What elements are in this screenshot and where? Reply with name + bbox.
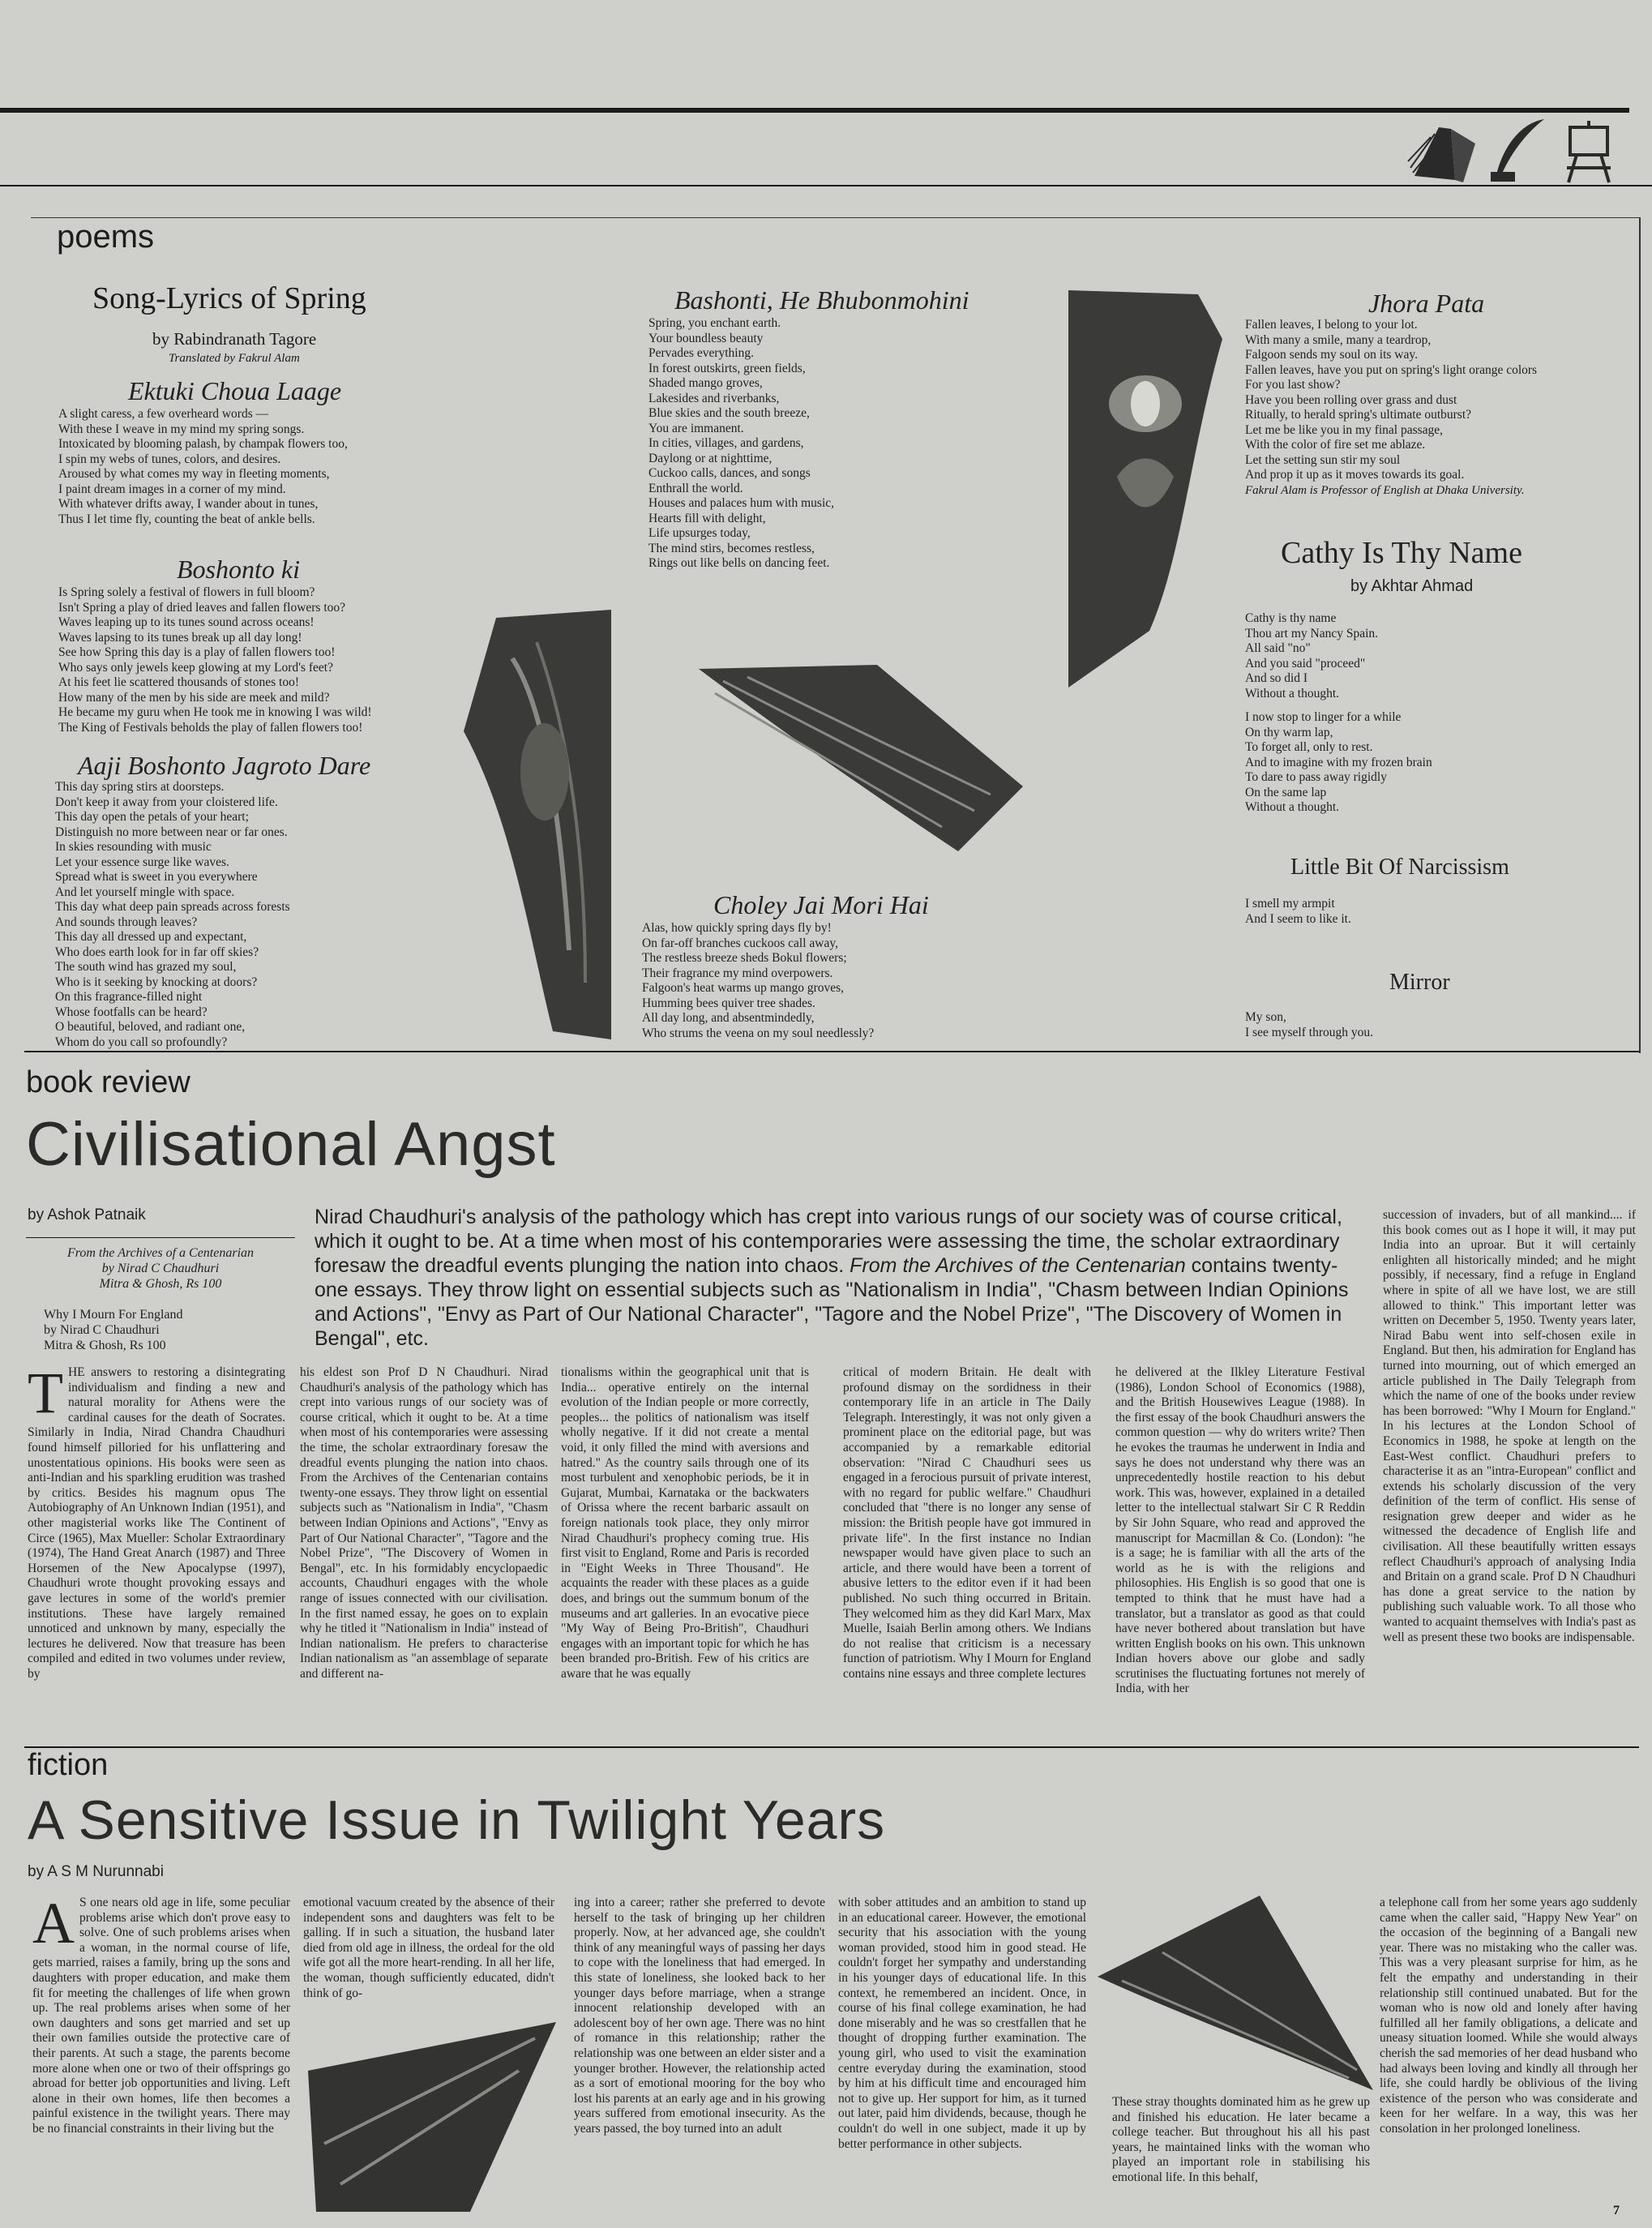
fiction-dropcap: A [32, 1896, 75, 1956]
easel-icon [1560, 119, 1617, 184]
mirror-title: Mirror [1389, 970, 1450, 995]
mirror-text: My son, I see myself through you. [1245, 1010, 1373, 1039]
fiction-headline: A Sensitive Issue in Twilight Years [28, 1789, 886, 1851]
fiction-section-label: fiction [28, 1748, 109, 1782]
review-column-1 [28, 1365, 285, 1746]
fiction-byline: by A S M Nurunnabi [28, 1863, 164, 1880]
narcissism-title: Little Bit Of Narcissism [1290, 855, 1509, 880]
fiction-art-left-image [308, 2022, 556, 2212]
poems-section-label: poems [57, 219, 155, 255]
cathy-author: by Akhtar Ahmad [1350, 577, 1474, 595]
aaji-text: This day spring stirs at doorsteps. Don't keep it away from your cloistered life. This day open the petals of your heart; Distinguish no more between near or far ones. In skies resounding with music Let your essence surge like waves. Spread what is sweet in you everywhere And let yourself mingle with space. This day what deep pain spreads across forests And sounds through leaves? This day all dressed up and expectant, Who does earth look for in far off skies? The south wind has grazed my soul, Who is it seeking by knocking at doors? On this fragrance-filled night Whose footfalls can be heard? O beautiful, beloved, and radiant one, Whom do you call so profoundly? [55, 780, 290, 1049]
review-byline-rule [26, 1237, 295, 1238]
review-book2-details: Why I Mourn For England by Nirad C Chaudhuri Mitra & Ghosh, Rs 100 [44, 1308, 183, 1352]
review-lead-italic: From the Archives of the Centenarian [850, 1254, 1186, 1277]
fiction-col1-text: S one nears old age in life, some peculiar problems arise which don't prove easy to solve. One of such problems arises when a woman, in the normal course of life, gets married, raises a family, bring up the sons and daughters with proper education, and make them fit for meeting the challenges of life when grown up. The real problems arises when some of her own daughters and sons get married and set up their own families outside the protective care of their parents. At such a stage, the parents become more alone when one or two of their offsprings go abroad for better job opportunities and living. Left alone in their own homes, life then becomes a painful existence in the twilight years. There may be no financial constraints in their living but the [32, 1896, 290, 2136]
header-icons [1406, 115, 1633, 184]
quill-pen-icon [1487, 115, 1552, 184]
woodcut-art-right-image [1068, 290, 1222, 688]
woodcut-art-left-image [447, 610, 611, 1039]
fiction-column-5: These stray thoughts dominated him as he grew up and finished his education. He later became a college teacher. But throughout his all his past years, he maintained links with the woman who played an important role in stabilising his emotional life. In this behalf, [1112, 2095, 1370, 2184]
header-rule-bottom [0, 185, 1652, 186]
poems-bottom-rule [24, 1051, 1639, 1052]
cathy-text-stanza-1: Cathy is thy name Thou art my Nancy Spain. All said "no" And you said "proceed" And so did I Without a thought. [1245, 611, 1379, 701]
review-lead-paragraph [315, 1205, 1362, 1351]
review-col1-text: HE answers to restoring a disintegrating individualism and finding a new and natural morality for Athens were the cardinal causes for the death of Socrates. Similarly in India, Nirad Chandra Chaudhuri found himself pilloried for his unflattering and unostentatious opinions. His books were seen as anti-Indian and his sparkling erudition was trashed by critics. Besides his magnum opus The Autobiography of An Unknown Indian (1951), and other magisterial works like The Continent of Circe (1965), Max Mueller: Scholar Extraordinary (1974), The Hand Great Anarch (1987) and Three Horsemen of the New Apocalypse (1997), Chaudhuri wrote thought provoking essays and gave lectures in some of the world's premier institutions. These have largely remained unnoticed and unknown by many, especially the lectures he delivered. Now that treasure has been compiled and edited in two volumes under review, by [28, 1365, 285, 1681]
page-number: 7 [1613, 2204, 1620, 2217]
open-book-icon [1406, 119, 1487, 184]
review-column-5: he delivered at the Ilkley Literature Festival (1986), London School of Economics (1988), and the British Housewives League (1988). In the first essay of the book Chaudhuri answers the common question — why do writers write? Then he evokes the traumas he underwent in India and says he does not understand why there was an unprecedentedly hostile reaction to his debut work. This was, however, explained in a detailed letter to the intellectual stalwart Sir C R Reddin by Sir John Square, who read and approved the manuscript for Macmillan & Co. (London): "he is a sage; he is familiar with all the arts of the world as he is with the religions and philosophies. His English is so good that one is tempted to think that he must have had a translator, but a translator as good as that could have never bothered about translation but have written English books on his own. This unknown Indian hovers above our globe and sadly scrutinises the fluctuating fortunes not merely of India, with her [1115, 1365, 1365, 1696]
jhora-translator-note: Fakrul Alam is Professor of English at Dhaka University. [1245, 484, 1525, 497]
aaji-title: Aaji Boshonto Jagroto Dare [78, 751, 371, 780]
fiction-art-right-image [1098, 1896, 1373, 2090]
cathy-title: Cathy Is Thy Name [1281, 536, 1522, 570]
ektuki-title: Ektuki Choua Laage [128, 376, 342, 405]
bashonti-text: Spring, you enchant earth. Your boundless beauty Pervades everything. In forest outskirts, green fields, Shaded mango groves, Lakesides and riverbanks, Blue skies and the south breeze, You are immanent. In cities, villages, and gardens, Daylong or at nighttime, Cuckoo calls, dances, and songs Enthrall the world. Houses and palaces hum with music, Hearts fill with delight, Life upsurges today, The mind stirs, becomes restless, Rings out like bells on dancing feet. [648, 316, 835, 570]
review-byline: by Ashok Patnaik [28, 1206, 146, 1223]
review-bottom-rule [24, 1746, 1639, 1748]
review-lead-text-b: contains twenty-one essays. They throw light on essential subjects such as "Nationalism in India", "Chasm between Indian Opinions and Actions", "Envy as Part of Our National Character", "Tagore and the Nobel Prize", "The Discovery of Women in Bengal", etc. [315, 1254, 1349, 1350]
ektuki-text: A slight caress, a few overheard words — With these I weave in my mind my spring songs. Intoxicated by blooming palash, by champak flowers too, I spin my webs of tunes, colors, and desires. Aroused by what comes my way in fleeting moments, I paint dream images in a corner of my mind. With whatever drifts away, I wander about in tunes, Thus I let time fly, counting the beat of ankle bells. [58, 407, 348, 526]
header-rule-top [0, 108, 1629, 113]
review-column-6: succession of invaders, but of all mankind.... if this book comes out as I hope it will, it may put India into an uproar. But it will certainly enlighten all historically minded; and he might possibly, if necessary, find a refuge in England where in spite of all we have lost, we are still allowed to think." This important letter was written on December 5, 1950. Twenty years later, Nirad Babu went into self-chosen exile in England. But then, his admiration for England has turned into mourning, out of which emerged an article published in The Daily Telegraph from which the name of one of the books under review has been borrowed: "Why I Mourn for England." In his lectures at the London School of Economics in 1988, he spoke at length on the East-West conflict. Chaudhuri prefers to characterise it as an "intra-European" conflict and extends his scholarly discussion of the very definition of the term of conflict. His sense of resignation grew deeper and wider as he witnessed the decadence of English life and civilisation. All these beautifully written essays reflect Chaudhuri's approach of analysing India and Britain on a grand scale. Prof D N Chaudhuri has done a great service to the nation by publishing such valuable work. To all those who wanted to acquaint themselves with India's past as well as present these two books are indispensable. [1383, 1208, 1636, 1644]
boshonto-title: Boshonto ki [177, 555, 300, 584]
song-lyrics-translator: Translated by Fakrul Alam [169, 352, 300, 365]
review-book1-details: From the Archives of a Centenarian by Nirad C Chaudhuri Mitra & Ghosh, Rs 100 [66, 1246, 255, 1291]
review-dropcap: T [28, 1365, 63, 1425]
review-column-2: his eldest son Prof D N Chaudhuri. Nirad Chaudhuri's analysis of the pathology which has crept into various rungs of our society was of course critical, which it ought to be. At a time when most of his contemporaries were assessing the time, the scholar extraordinary foresaw the dreadful events plunging the nation into chaos. From the Archives of the Centenarian contains twenty-one essays. They throw light on essential subjects such as "Nationalism in India", "Chasm between Indian Opinions and Actions", "Envy as Part of Our National Character", "Tagore and the Nobel Prize", "The Discovery of Women in Bengal", etc. In his formidably encyclopaedic accounts, Chaudhuri engages with the whole range of issues connected with our civilisation. In the first named essay, he goes on to explain why he titled it "Nationalism in India" instead of Indian nationalism. He prefers to characterise Indian nationalism as "an assemblage of separate and different na- [300, 1365, 548, 1681]
bashonti-title: Bashonti, He Bhubonmohini [674, 285, 969, 315]
choley-text: Alas, how quickly spring days fly by! On far-off branches cuckoos call away, The restless breeze sheds Bokul flowers; Their fragrance my mind overpowers. Falgoon's heat warms up mango groves, Humming bees quiver tree shades. All day long, and absentmindedly, Who strums the veena on my soul needlessly? [642, 921, 875, 1040]
review-lead-text-a: Nirad Chaudhuri's analysis of the pathology which has crept into various rungs of our society was of course critical, which it ought to be. At a time when most of his contemporaries were assessing the time, the scholar extraordinary foresaw the dreadful events plunging the nation into chaos. [315, 1206, 1342, 1277]
jhora-text: Fallen leaves, I belong to your lot. With many a smile, many a teardrop, Falgoon sends my soul on its way. Fallen leaves, have you put on spring's light orange colors For you last show? Have you been rolling over grass and dust Ritually, to herald spring's ultimate outburst? Let me be like you in my final passage, With the color of fire set me ablaze. Let the setting sun stir my soul And prop it up as it moves towards its goal. [1245, 318, 1538, 482]
jhora-title: Jhora Pata [1368, 289, 1485, 318]
fiction-column-2: emotional vacuum created by the absence of their independent sons and daughters was felt to be galling. If in such a situation, the husband later died from old age in illness, the ordeal for the old wife got all the more heart-rending. In all her life, the woman, though sufficiently educated, didn't think of go- [303, 1896, 554, 2000]
review-column-3: tionalisms within the geographical unit that is India... operative entirely on the internal evolution of the Indian people or more correctly, peoples... the politics of nationalism was itself wholly negative. If it did not create a mental void, it only filled the mind with aversions and hatred." As the country sails through one of its most turbulent and xenophobic periods, be it in Gujarat, Mumbai, Karnataka or the backwaters of Orissa where the recent barbaric assault on foreign nationals took place, they only mirror Nirad Chaudhuri's prophecy coming true. His first visit to England, Rome and Paris is recorded in "Eight Weeks in Three Thousand". He acquaints the reader with these places as a guide does, and brings out the summum bonum of the museums and art galleries. In an evocative piece "My Way of Being Pro-British", Chaudhuri engages with an important topic for which he has been branded pro-British. Few of his critics are aware that he was equally [561, 1365, 809, 1681]
woodcut-art-center-image [699, 665, 1023, 851]
song-lyrics-author: by Rabindranath Tagore [152, 329, 317, 349]
song-lyrics-title: Song-Lyrics of Spring [92, 281, 366, 315]
fiction-column-3: ing into a career; rather she preferred to devote herself to the task of bringing up her children properly. Now, at her advanced age, she couldn't think of any meaningful ways of passing her days to cope with the loneliness that had emerged. In this state of loneliness, she looked back to her younger days before marriage, when a strange innocent relationship developed with an adolescent boy of her own age. There was no hint of romance in this relationship; rather the relationship was one between an elder sister and a younger brother. However, the relationship acted as a sort of emotional mooring for the boy who lost his parents at an early age and in his growing years suffered from emotional insecurity. As the years passed, the boy turned into an adult [574, 1896, 825, 2136]
boshonto-text: Is Spring solely a festival of flowers in full bloom? Isn't Spring a play of dried leaves and fallen flowers too? Waves leaping up to its tunes sound across oceans! Waves lapsing to its tunes break up all day long! See how Spring this day is a play of fallen flowers too! Who says only jewels keep glowing at my Lord's feet? At his feet lie scattered thousands of stones too! How many of the men by his side are meek and mild? He became my guru when He took me in knowing I was wild! The King of Festivals beholds the play of fallen flowers too! [58, 585, 372, 735]
fiction-column-6: a telephone call from her some years ago suddenly came when the caller said, "Happy New Year" on the occasion of the beginning of a Bangali new year. There was no mistaking who the caller was. This was a very pleasant surprise for him, as he felt the empathy and understanding in their relationship still continued unabated. But for the woman who is now old and lonely after having fulfilled all her family obligations, a delicate and uneasy situation loomed. While she would always cherish the sad memories of her dead husband who had always been loving and kindly all through her life, she could hardly be oblivious of the living existence of the person who was considerate and keen for her welfare. In a way, this was her consolation in her prolonged loneliness. [1380, 1896, 1637, 2136]
choley-title: Choley Jai Mori Hai [713, 890, 929, 919]
review-headline: Civilisational Angst [26, 1110, 556, 1179]
narcissism-text: I smell my armpit And I seem to like it. [1245, 897, 1351, 926]
fiction-column-1 [32, 1896, 290, 2220]
cathy-text-stanza-2: I now stop to linger for a while On thy warm lap, To forget all, only to rest. And to imagine with my frozen brain To dare to pass away rigidly On the same lap Without a thought. [1245, 710, 1432, 814]
fiction-column-4: with sober attitudes and an ambition to stand up in an educational career. However, the emotional security that his association with the young woman provided, stood him in good stead. He couldn't forget her sympathy and understanding in his younger days of educational life. In this context, he remembered an incident. Once, in course of his final college examination, he had done miserably and he was so crestfallen that he thought of dropping further examination. The young girl, who used to visit the examination centre everyday during the examination, stood by him at his difficult time and encouraged him not to give up. Her support for him, as it turned out later, paid him dividends, because, though he couldn't do well in one subject, made it up by better performance in other subjects. [838, 1896, 1086, 2151]
review-section-label: book review [26, 1065, 190, 1099]
review-column-4: critical of modern Britain. He dealt with profound dismay on the sordidness in their contemporary life in an article in The Daily Telegraph. Interestingly, it was not only given a prominent place on the editorial page, but was accompanied by a remarkable editorial observation: "Nirad C Chaudhuri sees us engaged in a ferocious pursuit of private interest, with no regard for public welfare." Chaudhuri concluded that "there is no longer any sense of mission: the British people have got immured in private life". In the first instance no Indian newspaper would have given place to such an article, and there would have been a torrent of abusive letters to the editor even if it had been published. No such thing occurred in Britain. They welcomed him as they did Karl Marx, Max Muelle, Isaiah Berlin among others. We Indians do not realise that criticism is a necessary function of patriotism. Why I Mourn for England contains nine essays and three complete lectures [843, 1365, 1091, 1681]
